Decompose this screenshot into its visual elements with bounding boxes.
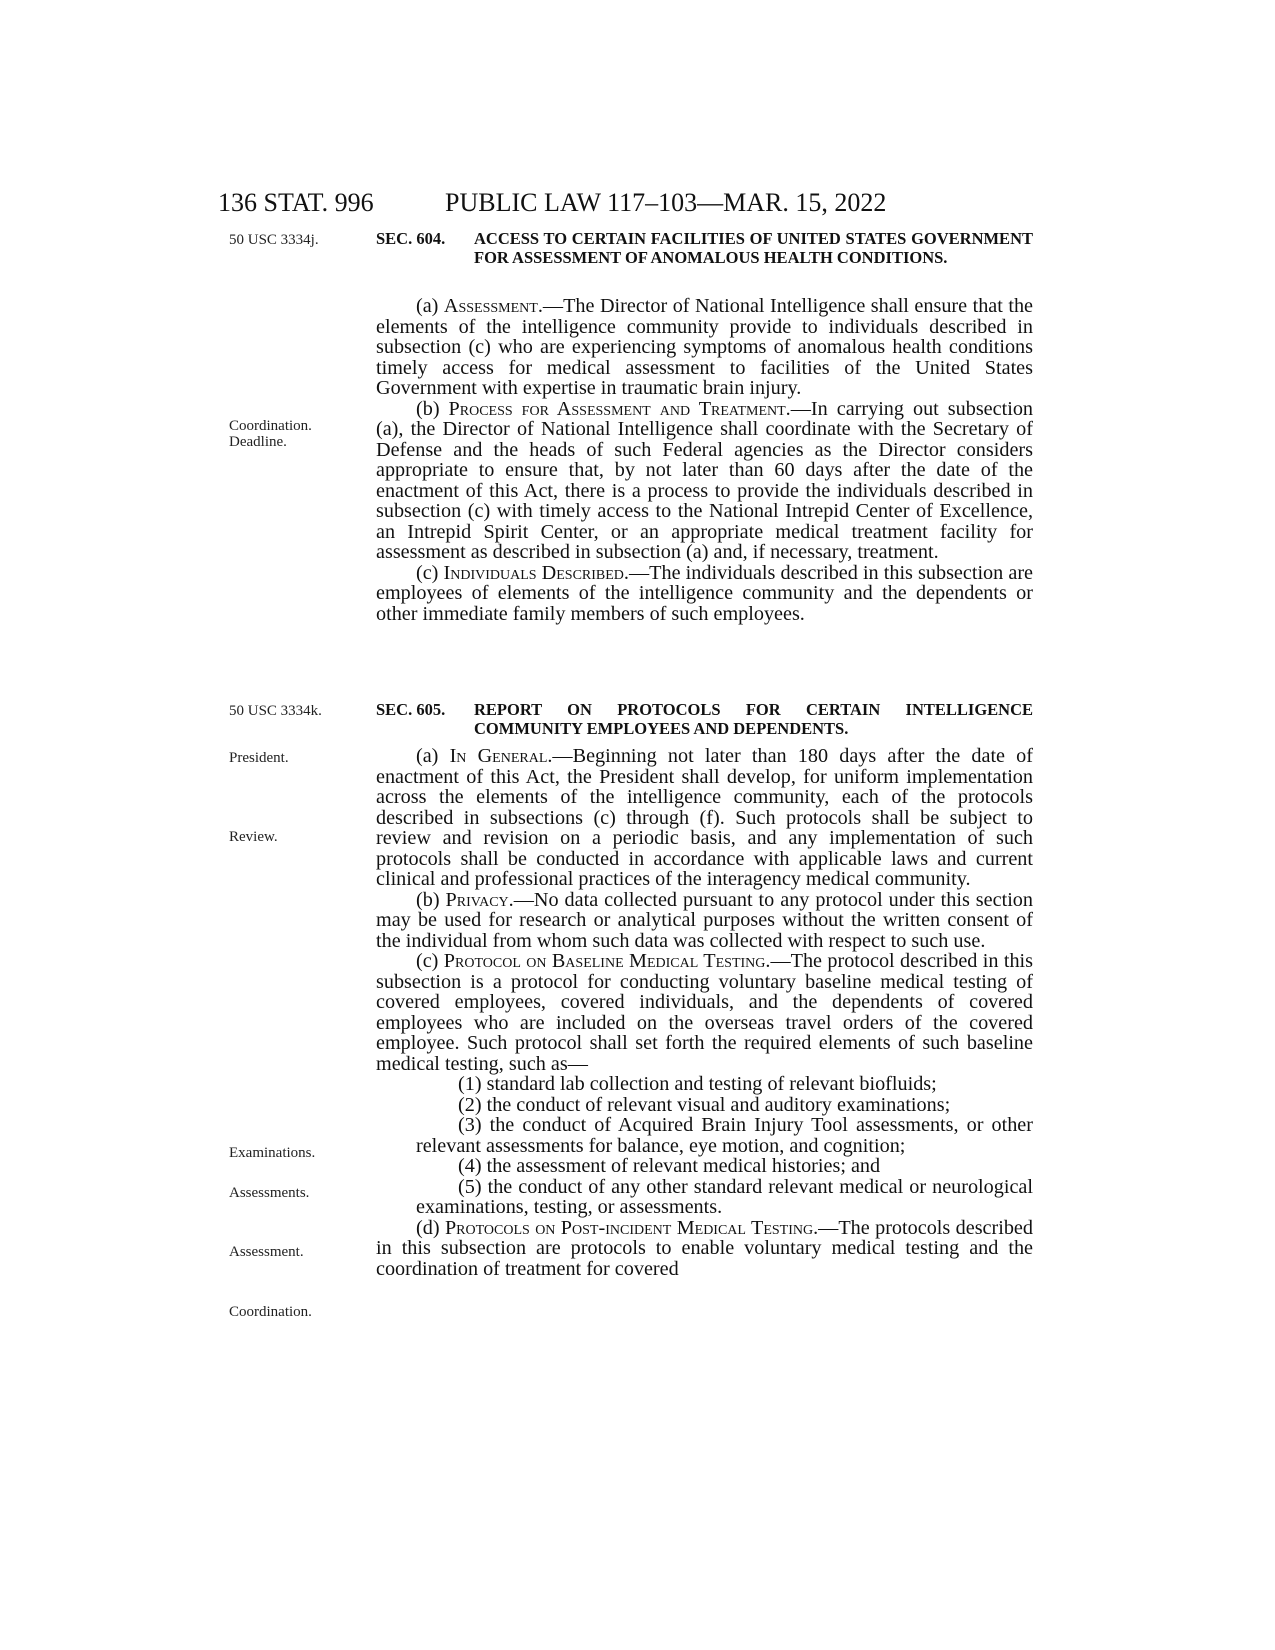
section-605-title: REPORT ON PROTOCOLS FOR CERTAIN INTELLIGENCE COMMUNITY EMPLOYEES AND DEPENDENTS.	[474, 700, 1033, 738]
section-604-title: ACCESS TO CERTAIN FACILITIES OF UNITED STATES GOVERNMENT FOR ASSESSMENT OF ANOMALOUS HEALTH CONDITIONS.	[474, 229, 1033, 267]
stat-reference: 136 STAT. 996	[218, 188, 374, 217]
subsection-label: (a)	[416, 745, 450, 767]
subsection-label: (b)	[416, 397, 449, 420]
list-item: (3) the conduct of Acquired Brain Injury Tool assessments, or other relevant assessments for balance, eye motion, and cognition;	[416, 1114, 1033, 1157]
section-604-body	[376, 296, 1033, 624]
margin-note-coordination-deadline	[229, 418, 312, 450]
margin-note-examinations: Examinations.	[229, 1145, 316, 1161]
subsection-label: (a)	[416, 295, 444, 317]
subsection-label: (c)	[416, 561, 444, 584]
list-item: (2) the conduct of relevant visual and auditory examinations;	[458, 1093, 951, 1116]
section-604-subsection-b	[376, 399, 1033, 563]
subsection-label: (c)	[416, 950, 444, 972]
subsection-heading: Individuals Described.	[443, 561, 629, 584]
subsection-text: —The protocol described in this subsection is a protocol for conducting voluntary baseline medical testing of covered employees, covered individuals, and the dependents of covered employees who are included on the overseas travel orders of the covered employee. Such protocol shall set forth the required elements of such baseline medical testing, such as—	[376, 950, 1033, 1075]
margin-note-assessments: Assessments.	[229, 1185, 310, 1201]
law-title: PUBLIC LAW 117–103—MAR. 15, 2022	[445, 188, 887, 217]
list-item: (4) the assessment of relevant medical histories; and	[458, 1155, 881, 1177]
subsection-heading: Process for Assessment and Treatment.	[448, 397, 791, 420]
margin-note-president: President.	[229, 750, 289, 766]
subsection-text: —The individuals described in this subsection are employees of elements of the intelligence community and the dependents or other immediate family members of such employees.	[376, 561, 1033, 625]
subsection-label: (b)	[416, 888, 446, 911]
subsection-text: —No data collected pursuant to any protocol under this section may be used for research or analytical purposes without the written consent of the individual from whom such data was collected with respect to such use.	[376, 888, 1033, 952]
margin-note-assessment: Assessment.	[229, 1244, 304, 1260]
subsection-heading: Privacy.	[445, 888, 514, 911]
list-item: (5) the conduct of any other standard relevant medical or neurological examinations, testing, or assessments.	[416, 1175, 1033, 1218]
margin-note-review: Review.	[229, 829, 278, 845]
subsection-text: —The protocols described in this subsection are protocols to enable voluntary medical testing and the coordination of treatment for covered	[376, 1216, 1033, 1280]
section-604-heading	[376, 229, 1033, 267]
section-605-body	[376, 746, 1033, 1279]
subsection-heading: Assessment.	[443, 295, 543, 317]
section-604-subsection-c	[376, 563, 1033, 625]
margin-note-deadline: Deadline.	[229, 434, 287, 450]
subsection-text: —The Director of National Intelligence shall ensure that the elements of the intelligence community provide to individuals described in subsection (c) who are experiencing symptoms of anomalous health conditions timely access for medical assessment to facilities of the United States Government with expertise in traumatic brain injury.	[376, 295, 1034, 399]
section-605-subsection-c	[376, 951, 1033, 1074]
section-605-subsection-b	[376, 890, 1033, 952]
subsection-heading: In General.	[449, 745, 553, 767]
section-605-subsection-a	[376, 746, 1033, 890]
list-item: (1) standard lab collection and testing of relevant biofluids;	[458, 1073, 937, 1095]
margin-note-usc-3334j: 50 USC 3334j.	[229, 232, 319, 248]
subsection-heading: Protocols on Post-incident Medical Testing.	[444, 1216, 819, 1239]
margin-note-coordination: Coordination.	[229, 418, 312, 434]
section-605-subsection-d	[376, 1218, 1033, 1280]
subsection-text: —Beginning not later than 180 days after the date of enactment of this Act, the President shall develop, for uniform implementation across the elements of the intelligence community, each of the protocols described in subsections (c) through (f). Such protocols shall be subject to review and revision on a periodic basis, and any implementation of such protocols shall be conducted in accordance with applicable laws and current clinical and professional practices of the interagency medical community.	[376, 745, 1033, 890]
section-605-heading	[376, 700, 1033, 738]
subsection-text: —In carrying out subsection (a), the Director of National Intelligence shall coordinate with the Secretary of Defense and the heads of such Federal agencies as the Director considers appropriate to ensure that, by not later than 60 days after the date of the enactment of this Act, there is a process to provide the individuals described in subsection (c) with timely access to the National Intrepid Center of Excellence, an Intrepid Spirit Center, or an appropriate medical treatment facility for assessment as described in subsection (a) and, if necessary, treatment.	[376, 397, 1034, 563]
margin-note-coordination-d: Coordination.	[229, 1304, 312, 1320]
subsection-label: (d)	[416, 1216, 445, 1239]
section-604-number: SEC. 604.	[376, 229, 446, 248]
section-605-number: SEC. 605.	[376, 700, 446, 719]
margin-note-usc-3334k: 50 USC 3334k.	[229, 703, 322, 719]
subsection-heading: Protocol on Baseline Medical Testing.	[443, 950, 771, 972]
section-604-subsection-a	[376, 296, 1033, 399]
